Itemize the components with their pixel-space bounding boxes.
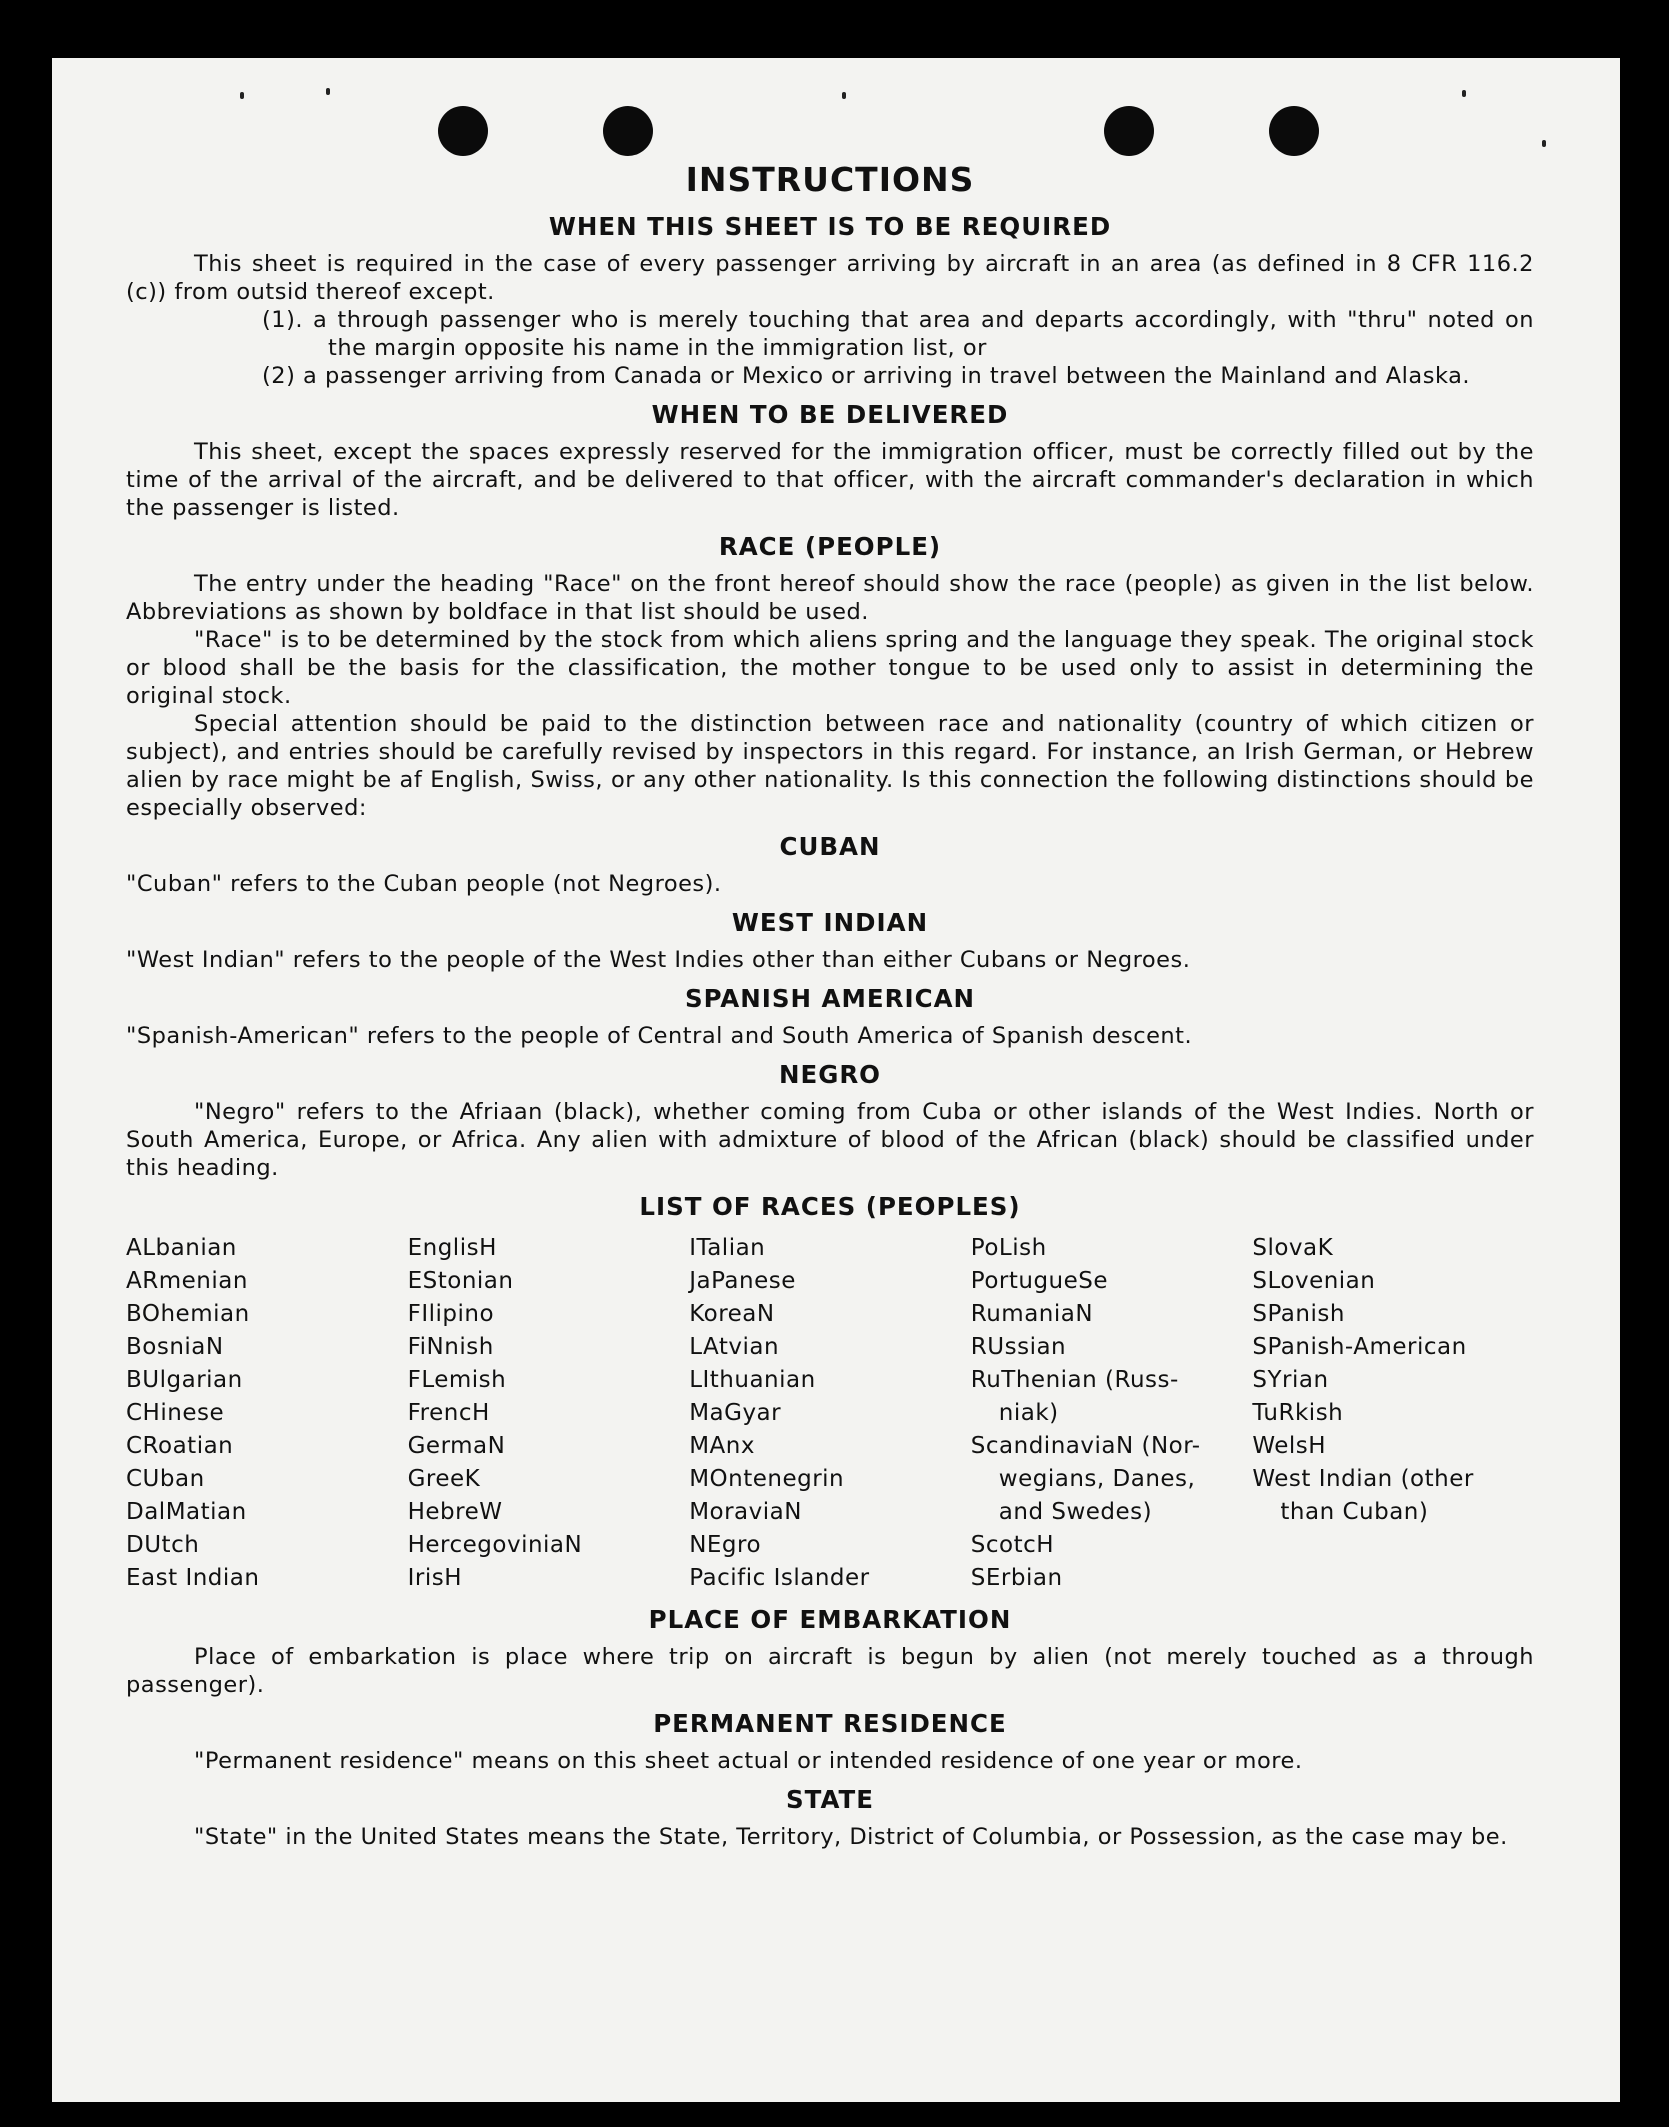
- heading-when-to-be-delivered: WHEN TO BE DELIVERED: [651, 400, 1009, 429]
- race-entry: LIthuanian: [689, 1367, 816, 1393]
- race-entry: LAtvian: [689, 1334, 780, 1360]
- race-entry: niak): [998, 1400, 1059, 1426]
- race-entry: SPanish-American: [1252, 1334, 1467, 1360]
- race-entry: CUban: [126, 1466, 205, 1492]
- race-entry: NEgro: [689, 1532, 762, 1558]
- race-entry: SLovenian: [1252, 1268, 1376, 1294]
- races-list: [126, 1232, 1534, 1595]
- heading-west-indian: WEST INDIAN: [731, 908, 929, 937]
- race-entry: WelsH: [1252, 1433, 1327, 1459]
- race-entry: EnglisH: [407, 1235, 497, 1261]
- race-entry: JaPanese: [689, 1268, 796, 1294]
- speck: [326, 88, 330, 95]
- race-entry: CRoatian: [126, 1433, 234, 1459]
- race-entry: EStonian: [407, 1268, 514, 1294]
- race-entry: FIlipino: [407, 1301, 495, 1327]
- race-entry: FLemish: [407, 1367, 507, 1393]
- sections-top: [126, 210, 1534, 1182]
- race-entry: ARmenian: [126, 1268, 248, 1294]
- paragraph: "State" in the United States means the State, Territory, District of Columbia, or Possession, as the case may be.: [194, 1824, 1508, 1850]
- race-entry: ALbanian: [126, 1235, 237, 1261]
- race-entry: SYrian: [1252, 1367, 1329, 1393]
- paragraph: "Cuban" refers to the Cuban people (not Negroes).: [126, 871, 722, 897]
- race-entry: BOhemian: [126, 1301, 250, 1327]
- race-entry: FrencH: [407, 1400, 490, 1426]
- page-title: INSTRUCTIONS: [685, 160, 975, 199]
- race-entry: PortugueSe: [970, 1268, 1109, 1294]
- races-column: [408, 1232, 690, 1595]
- race-entry: BosniaN: [126, 1334, 224, 1360]
- speck: [1542, 140, 1546, 147]
- speck: [240, 92, 244, 99]
- races-column: [689, 1232, 971, 1595]
- speck: [1462, 90, 1466, 97]
- list-item: (1). a through passenger who is merely touching that area and departs accordingly, with "thru" noted on the margin opposite his name in the immigration list, or: [262, 307, 1534, 361]
- race-entry: than Cuban): [1280, 1499, 1429, 1525]
- race-entry: HercegoviniaN: [407, 1532, 583, 1558]
- paragraph: "Negro" refers to the Afriaan (black), whether coming from Cuba or other islands of the West Indies. North or South America, Europe, or Africa. Any alien with admixture of blood of the African (black) should be classified under this heading.: [126, 1099, 1534, 1181]
- race-entry: GreeK: [407, 1466, 481, 1492]
- race-entry: MAnx: [689, 1433, 755, 1459]
- race-entry: and Swedes): [998, 1499, 1153, 1525]
- heading-state: STATE: [786, 1785, 874, 1814]
- race-entry: DalMatian: [126, 1499, 247, 1525]
- race-entry: East Indian: [126, 1565, 260, 1591]
- paragraph: Special attention should be paid to the distinction between race and nationality (country of which citizen or subject), and entries should be carefully revised by inspectors in this regard. For instance, an Irish German, or Hebrew alien by race might be af English, Swiss, or any other nationality. Is this connection the following distinctions should be especially observed:: [126, 711, 1534, 821]
- race-entry: RumaniaN: [970, 1301, 1094, 1327]
- race-entry: ITalian: [689, 1235, 766, 1261]
- race-entry: wegians, Danes,: [998, 1466, 1196, 1492]
- speck: [842, 92, 846, 99]
- race-entry: ScandinaviaN (Nor-: [970, 1433, 1201, 1459]
- document-page: [52, 58, 1620, 2102]
- race-entry: KoreaN: [689, 1301, 775, 1327]
- races-column: [1252, 1232, 1534, 1595]
- race-entry: ScotcH: [970, 1532, 1055, 1558]
- paragraph: This sheet, except the spaces expressly reserved for the immigration officer, must be correctly filled out by the time of the arrival of the aircraft, and be delivered to that officer, with the aircraft commander's declaration in which the passenger is listed.: [126, 439, 1534, 521]
- paragraph: "Spanish-American" refers to the people of Central and South America of Spanish descent.: [126, 1023, 1193, 1049]
- race-entry: MOntenegrin: [689, 1466, 845, 1492]
- paragraph: "Race" is to be determined by the stock from which aliens spring and the language they speak. The original stock or blood shall be the basis for the classification, the mother tongue to be used only to assist in determining the original stock.: [126, 627, 1534, 709]
- races-column: [971, 1232, 1253, 1595]
- race-entry: SlovaK: [1252, 1235, 1334, 1261]
- race-entry: SPanish: [1252, 1301, 1345, 1327]
- heading-cuban: CUBAN: [779, 832, 881, 861]
- paragraph: "West Indian" refers to the people of the West Indies other than either Cubans or Negroes.: [126, 947, 1191, 973]
- race-entry: TuRkish: [1252, 1400, 1344, 1426]
- race-entry: MoraviaN: [689, 1499, 802, 1525]
- punch-hole: [438, 106, 488, 156]
- race-entry: Pacific Islander: [689, 1565, 870, 1591]
- punch-hole: [603, 106, 653, 156]
- punch-hole: [1104, 106, 1154, 156]
- race-entry: MaGyar: [689, 1400, 782, 1426]
- race-entry: GermaN: [407, 1433, 506, 1459]
- heading-spanish-american: SPANISH AMERICAN: [684, 984, 976, 1013]
- list-item: (2) a passenger arriving from Canada or Mexico or arriving in travel between the Mainland and Alaska.: [262, 363, 1471, 389]
- race-entry: DUtch: [126, 1532, 200, 1558]
- heading-permanent-residence: PERMANENT RESIDENCE: [653, 1709, 1007, 1738]
- race-entry: PoLish: [970, 1235, 1047, 1261]
- races-column: [126, 1232, 408, 1595]
- paragraph: The entry under the heading "Race" on the front hereof should show the race (people) as given in the list below. Abbreviations as shown by boldface in that list should be used.: [126, 571, 1534, 625]
- heading-when-this-sheet-is-to-be-required: WHEN THIS SHEET IS TO BE REQUIRED: [548, 212, 1112, 241]
- races-heading: LIST OF RACES (PEOPLES): [639, 1192, 1021, 1221]
- punch-hole: [1269, 106, 1319, 156]
- heading-negro: NEGRO: [778, 1060, 882, 1089]
- race-entry: RuThenian (Russ-: [970, 1367, 1179, 1393]
- race-entry: West Indian (other: [1252, 1466, 1474, 1492]
- race-entry: IrisH: [407, 1565, 463, 1591]
- race-entry: RUssian: [970, 1334, 1067, 1360]
- document-content: [126, 158, 1534, 1851]
- race-entry: HebreW: [407, 1499, 503, 1525]
- race-entry: CHinese: [126, 1400, 225, 1426]
- paragraph: This sheet is required in the case of every passenger arriving by aircraft in an area (as defined in 8 CFR 116.2 (c)) from outsid thereof except.: [126, 251, 1534, 305]
- race-entry: SErbian: [970, 1565, 1063, 1591]
- race-entry: BUlgarian: [126, 1367, 243, 1393]
- paragraph: "Permanent residence" means on this sheet actual or intended residence of one year or more.: [194, 1748, 1303, 1774]
- paragraph: Place of embarkation is place where trip on aircraft is begun by alien (not merely touched as a through passenger).: [126, 1644, 1534, 1698]
- heading-race-people: RACE (PEOPLE): [718, 532, 942, 561]
- sections-bottom: [126, 1603, 1534, 1851]
- race-entry: FiNnish: [407, 1334, 494, 1360]
- heading-place-of-embarkation: PLACE OF EMBARKATION: [648, 1605, 1012, 1634]
